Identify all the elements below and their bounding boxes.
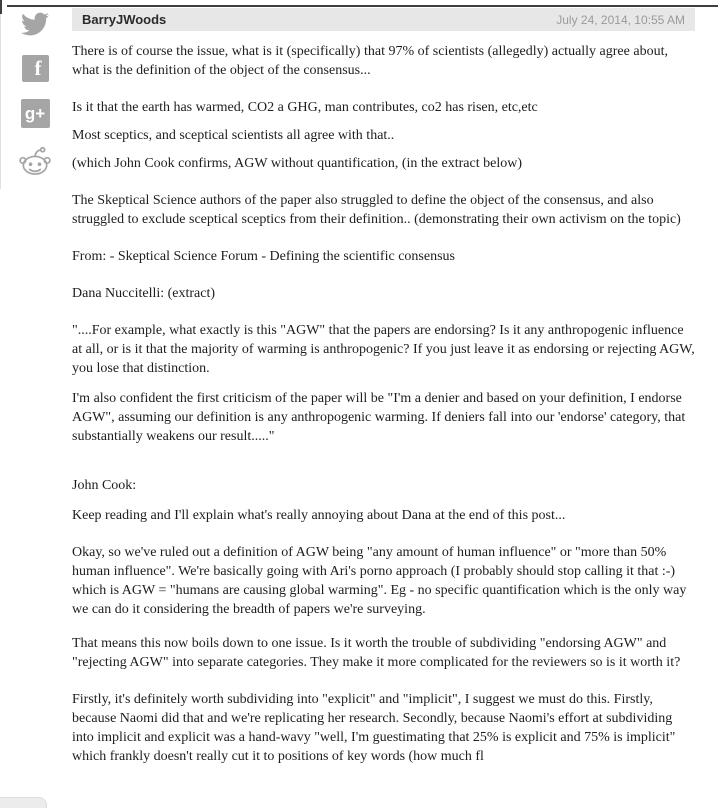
comment-paragraph: From: - Skeptical Science Forum - Defining the scientific consensus [72, 249, 455, 264]
comment-paragraph: There is of course the issue, what is it (specifically) that 97% of scientists (allegedly) actually agree about, what is the definition of the object of the consensus... [72, 44, 668, 78]
comment-container [72, 8, 695, 766]
comment-author: BarryJWoods [82, 12, 167, 27]
googleplus-icon[interactable] [21, 99, 50, 128]
comment-paragraph: That means this now boils down to one issue. Is it worth the trouble of subdividing "endorsing AGW" and "rejecting AGW" into separate categories. They make it more complicated for the reviewers so is it worth it? [72, 636, 681, 670]
comment-paragraph: "....For example, what exactly is this "AGW" that the papers are endorsing? Is it any anthropogenic influence at all, or is it that the majority of warming is anthropogenic? If you just leave it as endorsing or rejecting AGW, you lose that distinction. [72, 323, 695, 376]
comment-timestamp: July 24, 2014, 10:55 AM [556, 12, 685, 27]
share-toolbar [0, 10, 70, 177]
comment-header [72, 8, 695, 31]
reddit-icon[interactable] [18, 145, 52, 177]
comment-paragraph: John Cook: [72, 478, 137, 493]
top-divider [7, 5, 718, 7]
googleplus-glyph: g+ [24, 103, 46, 123]
comment-paragraph: The Skeptical Science authors of the paper also struggled to define the object of the consensus, and also struggled to exclude sceptical sceptics from their definition.. (demonstrating their own activism on the topic) [72, 193, 681, 227]
facebook-icon[interactable] [22, 55, 49, 82]
status-tooltip [0, 797, 47, 808]
comment-paragraph: I'm also confident the first criticism of the paper will be "I'm a denier and based on your definition, I endorse AGW", assuming our definition is any anthropogenic warming. If deniers fall into our 'endorse' category, that substantially weakens our result....." [72, 391, 686, 444]
comment-body [72, 31, 695, 766]
comment-paragraph: (which John Cook confirms, AGW without quantification, (in the extract below) [72, 156, 522, 171]
comment-paragraph: Keep reading and I'll explain what's really annoying about Dana at the end of this post... [72, 508, 566, 523]
twitter-icon[interactable] [18, 10, 52, 38]
comment-paragraph: Firstly, it's definitely worth subdividing into "explicit" and "implicit", I suggest we must do this. Firstly, because Naomi did that and we're replicating her research. Secondly, because Naomi's effort at subdividing into implicit and explicit was a hand-wavy "well, I'm guestimating that 25% is explicit and 75% is implicit" which frankly doesn't really cut it to positions of key words (how much fl [72, 692, 676, 764]
comment-paragraph: Most sceptics, and sceptical scientists all agree with that.. [72, 128, 395, 143]
comment-paragraph: Is it that the earth has warmed, CO2 a GHG, man contributes, co2 has risen, etc,etc [72, 100, 538, 115]
comment-paragraph: Okay, so we've ruled out a definition of AGW being "any amount of human influence" or "more than 50% human influence". We're basically going with Ari's porno approach (I probably should stop calling it that :-) which is AGW = "humans are causing global warming". Eg - no specific quantification which is the only way we can do it considering the breadth of papers we're surveying. [72, 545, 687, 617]
facebook-glyph: f [34, 56, 42, 80]
comment-paragraph: Dana Nuccitelli: (extract) [72, 286, 216, 301]
